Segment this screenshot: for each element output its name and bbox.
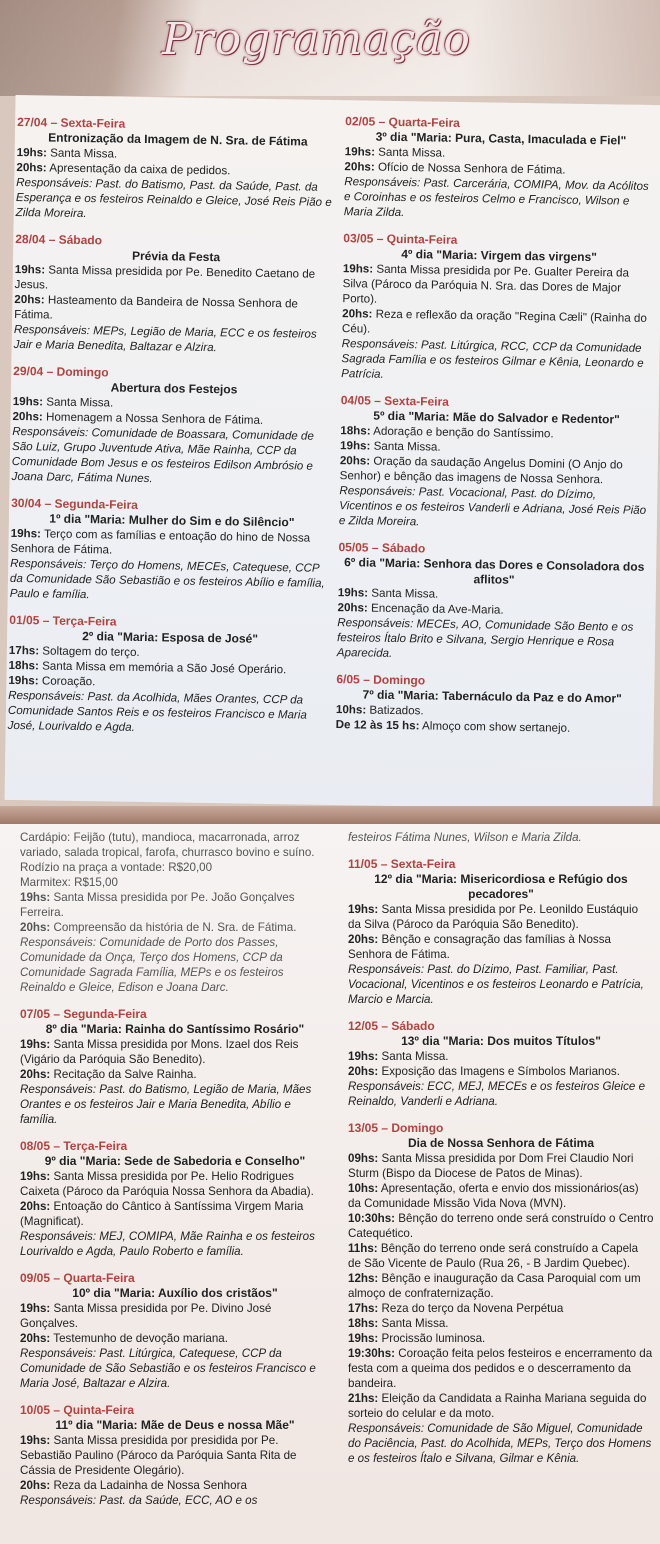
menu-line: Rodízio na praça a vontade: R$20,00: [20, 861, 213, 874]
event-text: Santa Missa presidida por presidida por Pe. Sebastião Paulino (Pároco da Paróquia Santa Rita de Cássia de Presidente Olegário).: [20, 1434, 297, 1477]
event-time: 20hs:: [20, 1068, 51, 1081]
page-title: Programação: [162, 14, 471, 65]
event-text: Bênção do terreno onde será construído o Centro Catequético.: [348, 1212, 654, 1240]
event-text: Recitação da Salve Rainha.: [50, 1068, 197, 1081]
event-text: Eleição da Candidata a Rainha Mariana seguida do sorteio do celular e da moto.: [348, 1392, 647, 1420]
responsaveis-text: Responsáveis: Terço do Homens, MECEs, Catequese, CCP da Comunidade São Sebastião e os festeiros Abílio e família, Paulo e família.: [9, 556, 325, 602]
top-right-column: [335, 114, 657, 749]
event-time: 19hs:: [348, 1332, 379, 1345]
responsaveis-text: Responsáveis: Past. da Saúde, ECC, AO e os: [20, 1494, 258, 1507]
event-line: [348, 1049, 654, 1064]
event-text: Santa Missa em memória a São José Operário.: [38, 659, 287, 677]
day-title: Entronização da Imagem de N. Sra. de Fátima: [48, 130, 308, 149]
day-block: [341, 231, 655, 386]
event-line: [348, 1181, 654, 1211]
event-time: 10hs:: [348, 1182, 379, 1195]
day-title: Abertura dos Festejos: [110, 380, 238, 397]
event-time: 20hs:: [20, 1479, 51, 1492]
event-time: 19hs:: [20, 1302, 51, 1315]
menu-block: [20, 830, 330, 995]
event-time: 21hs:: [348, 1392, 379, 1405]
bottom-right-events: [348, 857, 654, 1466]
day-title: 7º dia "Maria: Tabernáculo da Paz e do Amor": [362, 687, 622, 706]
event-time: 11hs:: [348, 1242, 378, 1255]
day-block: [8, 613, 332, 738]
event-time: 19hs:: [342, 262, 374, 276]
event-text: Bênção e inauguração da Casa Paroquial com um almoço de confraternização.: [348, 1272, 641, 1300]
menu-line: Cardápio: Feijão (tutu), mandioca, macarronada, arroz variado, salada tropical, farofa, churrasco bovino e suíno.: [20, 831, 315, 859]
responsaveis-text: Responsáveis: Comunidade de Porto dos Passes, Comunidade da Onça, Terço dos Homens, CCP da Comunidade Sagrada Família, MEPs e os festeiros Reinaldo e Gleice, Edison e Joana Darc.: [20, 936, 284, 994]
event-time: 10:30hs:: [348, 1212, 396, 1225]
event-text: Apresentação, oferta e envio dos missionários(as) da Comunidade Missão Vida Nova (MVN).: [348, 1182, 639, 1210]
event-line: [20, 1199, 330, 1229]
day-date: 01/05 – Terça-Feira: [9, 612, 117, 629]
day-title: 11º dia "Maria: Mãe de Deus e nossa Mãe": [55, 1418, 295, 1432]
panel-divider: [0, 806, 660, 826]
day-title: Prévia da Festa: [131, 248, 221, 265]
event-text: Santa Missa presidida por Pe. Gualter Pereira da Silva (Pároco da Paróquia N. Sra. das Dores de Major Porto).: [342, 262, 630, 306]
day-title: 4º dia "Maria: Virgem das virgens": [401, 247, 598, 265]
event-line: [348, 1064, 654, 1079]
event-text: Reza da Ladainha de Nossa Senhora: [50, 1479, 247, 1492]
responsaveis-text: Responsáveis: Past. da Acolhida, Mães Orantes, CCP da Comunidade Santos Reis e os festeiros Francisco e Maria José, Lourivaldo e Agda.: [7, 688, 307, 734]
top-left-column: [7, 115, 339, 750]
responsaveis-text: Responsáveis: Past. Litúrgica, RCC, CCP da Comunidade Sagrada Família e os festeiros Gilmar e Kênia, Leonardo e Patrícia.: [341, 337, 644, 381]
event-text: Testemunho de devoção mariana.: [50, 1332, 228, 1345]
event-line: [348, 1331, 654, 1346]
event-line: [348, 1241, 654, 1271]
event-text: Santa Missa presidida por Pe. Leonildo Eustáquio da Silva (Pároco da Paróquia São Benedito).: [348, 903, 639, 931]
event-time: 18hs:: [340, 424, 371, 438]
day-title: 1º dia "Maria: Mulher do Sim e do Silêncio": [49, 511, 295, 530]
day-date: 27/04 – Sexta-Feira: [17, 114, 126, 131]
day-date: 08/05 – Terça-Feira: [20, 1139, 128, 1153]
event-text: Homenagem a Nossa Senhora de Fátima.: [42, 410, 264, 427]
event-text: Compreensão da história de N. Sra. de Fátima.: [50, 921, 297, 934]
day-title: 3º dia "Maria: Pura, Casta, Imaculada e Fiel": [375, 129, 627, 148]
day-title: 2º dia "Maria: Esposa de José": [82, 629, 259, 646]
day-title: Dia de Nossa Senhora de Fátima: [407, 1136, 595, 1150]
event-line: [20, 890, 330, 920]
event-text: Reza e reflexão da oração "Regina Cæli" (Rainha do Céu).: [341, 307, 647, 336]
day-date: 03/05 – Quinta-Feira: [343, 231, 458, 247]
responsaveis-continued: festeiros Fátima Nunes, Wilson e Maria Zilda.: [348, 831, 582, 844]
event-time: 20hs:: [342, 307, 373, 321]
event-time: 17hs:: [348, 1302, 379, 1315]
event-time: 19hs:: [340, 439, 371, 453]
responsaveis-text: Responsáveis: Past. Litúrgica, Catequese, CCP da Comunidade de São Sebastião e os festeiros Francisco e Maria José, Baltazar e Alzira.: [20, 1347, 316, 1390]
event-text: Entoação do Cântico à Santíssima Virgem Maria (Magnificat).: [20, 1200, 304, 1228]
event-text: Apresentação da caixa de pedidos.: [46, 161, 231, 178]
event-text: Procissão luminosa.: [378, 1332, 486, 1345]
responsaveis-text: Responsáveis: Past. do Batismo, Legião de Maria, Mães Orantes e os festeiros Jair e Maria Benedita, Abílio e família.: [20, 1083, 312, 1126]
event-text: Batizados.: [366, 703, 424, 718]
event-time: 19hs:: [20, 1038, 51, 1051]
day-date: 02/05 – Quarta-Feira: [345, 114, 461, 130]
day-block: [20, 1403, 330, 1508]
event-text: Santa Missa presidida por Pe. Benedito Caetano de Jesus.: [14, 263, 316, 292]
event-line: [348, 932, 654, 962]
menu-line: Marmitex: R$15,00: [20, 876, 118, 889]
day-block: [20, 1007, 330, 1127]
event-time: 09hs:: [348, 1152, 379, 1165]
event-line: [348, 902, 654, 932]
day-title: 6º dia "Maria: Senhora das Dores e Consoladora dos aflitos": [344, 555, 645, 587]
day-block: [14, 232, 338, 357]
day-block: [20, 1139, 330, 1259]
event-time: 19hs:: [344, 145, 376, 159]
responsaveis-text: Responsáveis: Past. do Batismo, Past. da Saúde, Past. da Esperança e os festeiros Reinaldo e Gleice, José Reis Pião e Zilda Moreira.: [15, 175, 332, 221]
day-date: 29/04 – Domingo: [13, 363, 109, 380]
event-line: [20, 920, 330, 935]
event-time: 19hs:: [20, 1170, 51, 1183]
day-block: [336, 672, 649, 737]
event-text: Terço com as famílias e entoação do hino de Nossa Senhora de Fátima.: [10, 527, 311, 557]
event-time: 18hs:: [8, 658, 40, 673]
event-time: De 12 às 15 hs:: [335, 718, 420, 733]
responsaveis-text: Responsáveis: Past. Carcerária, COMIPA, Mov. da Acólitos e Coroinhas e os festeiros Celmo e Francisco, Wilson e Maria Zilda.: [343, 175, 649, 220]
responsaveis-text: Responsáveis: ECC, MEJ, MECEs e os festeiros Gleice e Reinaldo, Vanderli e Adriana.: [348, 1080, 646, 1108]
event-line: [20, 1037, 330, 1067]
event-time: 19hs:: [8, 673, 39, 688]
event-text: Bênção e consagração das famílias à Nossa Senhora de Fátima.: [348, 933, 611, 961]
bottom-left-events: [20, 1007, 330, 1508]
event-text: Santa Missa presidida por Pe. Helio Rodrigues Caixeta (Pároco da Paróquia Nossa Senhora da Abadia).: [20, 1170, 314, 1198]
day-title: 9º dia "Maria: Sede de Sabedoria e Conselho": [44, 1154, 306, 1168]
event-time: 19hs:: [348, 1050, 379, 1063]
day-date: 13/05 – Domingo: [348, 1121, 444, 1135]
event-line: [342, 306, 654, 341]
event-text: Santa Missa.: [378, 1050, 449, 1063]
event-time: 12hs:: [348, 1272, 379, 1285]
event-time: 19hs:: [16, 145, 48, 160]
day-block: [348, 857, 654, 1007]
responsaveis-text: Responsáveis: MECEs, AO, Comunidade São Bento e os festeiros Ítalo Brito e Silvana, Sergio Henrique e Rosa Aparecida.: [336, 616, 634, 660]
event-text: Santa Missa.: [42, 395, 114, 410]
day-date: 10/05 – Quinta-Feira: [20, 1403, 135, 1417]
day-block: [348, 1019, 654, 1109]
event-text: Coroação.: [38, 674, 96, 689]
event-text: Santa Missa.: [370, 439, 441, 454]
continuation-block: [348, 830, 654, 845]
event-time: 20hs:: [339, 454, 371, 468]
event-time: 19hs:: [10, 526, 42, 541]
event-time: 19hs:: [20, 1434, 51, 1447]
event-time: 20hs:: [337, 601, 368, 615]
event-time: 20hs:: [348, 1065, 379, 1078]
day-date: 28/04 – Sábado: [15, 231, 103, 248]
event-text: Santa Missa.: [367, 586, 439, 601]
event-text: Santa Missa.: [46, 146, 118, 161]
event-time: 20hs:: [20, 1332, 51, 1345]
event-time: 20hs:: [20, 1200, 51, 1213]
day-date: 04/05 – Sexta-Feira: [340, 393, 449, 409]
day-date: 09/05 – Quarta-Feira: [20, 1271, 135, 1285]
event-text: Santa Missa.: [378, 1317, 449, 1330]
day-block: [348, 1121, 654, 1466]
day-block: [20, 1271, 330, 1391]
event-text: Hasteamento da Bandeira de Nossa Senhora de Fátima.: [14, 293, 299, 322]
responsaveis-text: Responsáveis: Past. do Dízimo, Past. Familiar, Past. Vocacional, Vicentinos e os festeiros Leonardo e Patrícia, Marcio e Marcia.: [348, 963, 644, 1006]
event-text: Soltagem do terço.: [39, 644, 140, 659]
header-banner: [0, 0, 660, 96]
event-line: [20, 1301, 330, 1331]
day-date: 12/05 – Sábado: [348, 1019, 435, 1033]
event-time: 18hs:: [348, 1317, 379, 1330]
top-panel: [5, 95, 660, 810]
event-time: 19hs:: [12, 394, 44, 409]
event-line: [20, 1331, 330, 1346]
event-text: Almoço com show sertanejo.: [419, 719, 571, 735]
event-time: 19hs:: [337, 586, 369, 600]
event-text: Santa Missa presidida por Dom Frei Claudio Nori Sturm (Bispo da Diocese de Patos de Minas).: [348, 1152, 634, 1180]
day-block: [11, 364, 335, 489]
event-time: 20hs:: [344, 160, 375, 174]
bottom-left-column: [20, 830, 330, 1520]
event-line: [348, 1316, 654, 1331]
bottom-right-column: [348, 830, 654, 1478]
responsaveis-text: Responsáveis: Comunidade de São Miguel, Comunidade do Paciência, Past. do Acolhida, MEPs, Terço dos Homens e os festeiros Ítalo e Silvana, Gilmar e Kênia.: [348, 1422, 652, 1465]
day-date: 6/05 – Domingo: [336, 672, 426, 688]
event-text: Bênção do terreno onde será construído a Capela de São Vicente de Paulo (Rua 26, - B Jardim Quebec).: [348, 1242, 639, 1270]
event-time: 19hs:: [20, 891, 51, 904]
day-block: [337, 540, 651, 665]
event-line: [20, 1478, 330, 1493]
responsaveis-text: Responsáveis: MEPs, Legião de Maria, ECC e os festeiros Jair e Maria Benedita, Baltazar e Alzira.: [13, 322, 317, 355]
event-line: [340, 453, 652, 488]
event-line: [348, 1271, 654, 1301]
event-line: [348, 1391, 654, 1421]
responsaveis-text: Responsáveis: MEJ, COMIPA, Mãe Rainha e os festeiros Lourivaldo e Agda, Paulo Roberto e família.: [20, 1230, 315, 1258]
event-time: 20hs:: [16, 160, 47, 175]
event-time: 10hs:: [335, 703, 367, 717]
day-block: [10, 496, 334, 606]
event-text: Santa Missa presidida por Pe. Divino José Gonçalves.: [20, 1302, 272, 1330]
responsaveis-text: Responsáveis: Comunidade de Boassara, Comunidade de São Luiz, Grupo Juventude Ativa, Mãe Rainha, CCP da Comunidade Bom Jesus e os festeiros Edilson Ambrósio e Joana Darc, Fátima Nunes.: [11, 424, 314, 486]
event-text: Reza do terço da Novena Perpétua: [378, 1302, 564, 1315]
event-line: [20, 1169, 330, 1199]
event-text: Santa Missa presidida por Pe. João Gonçalves Ferreira.: [20, 891, 295, 919]
day-block: [339, 393, 653, 533]
event-line: [348, 1301, 654, 1316]
event-text: Exposição das Imagens e Símbolos Marianos.: [378, 1065, 620, 1078]
event-time: 17hs:: [8, 643, 40, 658]
event-text: Oração da saudação Angelus Domini (O Anjo do Senhor) e bênção das imagens de Nossa Senhora.: [339, 454, 623, 487]
event-line: [348, 1211, 654, 1241]
event-time: 20hs:: [20, 921, 51, 934]
day-title: 13º dia "Maria: Dos muitos Títulos": [401, 1034, 601, 1048]
day-title: 8º dia "Maria: Rainha do Santíssimo Rosário": [45, 1022, 305, 1036]
event-time: 20hs:: [348, 933, 379, 946]
event-time: 20hs:: [12, 409, 43, 424]
day-date: 30/04 – Segunda-Feira: [11, 495, 138, 512]
day-date: 11/05 – Sexta-Feira: [348, 857, 456, 871]
event-text: Santa Missa.: [374, 145, 446, 160]
day-block: [16, 115, 340, 225]
event-text: Santa Missa presidida por Mons. Izael dos Reis (Vigário da Paróquia São Benedito).: [20, 1038, 299, 1066]
day-date: 07/05 – Segunda-Feira: [20, 1007, 147, 1021]
day-block: [344, 114, 658, 224]
event-line: [20, 1433, 330, 1478]
bottom-panel: [0, 824, 660, 1544]
event-line: [342, 261, 655, 311]
event-line: [348, 1346, 654, 1391]
responsaveis-text: Responsáveis: Past. Vocacional, Past. do Dízimo, Vicentinos e os festeiros Vanderli e Adriana, José Reis Pião e Zilda Moreira.: [338, 484, 647, 529]
day-title: 5º dia "Maria: Mãe do Salvador e Redentor": [373, 408, 620, 427]
event-line: [348, 1151, 654, 1181]
day-date: 05/05 – Sábado: [338, 540, 426, 556]
event-time: 19:30hs:: [348, 1347, 396, 1360]
event-text: Adoração e benção do Santíssimo.: [370, 424, 554, 441]
event-text: Ofício de Nossa Senhora de Fátima.: [374, 160, 566, 177]
day-title: 12º dia "Maria: Misericordiosa e Refúgio dos pecadores": [374, 872, 628, 901]
event-time: 19hs:: [14, 262, 46, 277]
event-time: 20hs:: [14, 292, 45, 307]
event-text: Encenação da Ave-Maria.: [367, 601, 504, 617]
event-text: Coroação feita pelos festeiros e encerramento da festa com a queima dos pedidos e o descerramento da bandeira.: [348, 1347, 653, 1390]
event-line: [20, 1067, 330, 1082]
day-title: 10º dia "Maria: Auxílio dos cristãos": [72, 1286, 278, 1300]
event-time: 19hs:: [348, 903, 379, 916]
